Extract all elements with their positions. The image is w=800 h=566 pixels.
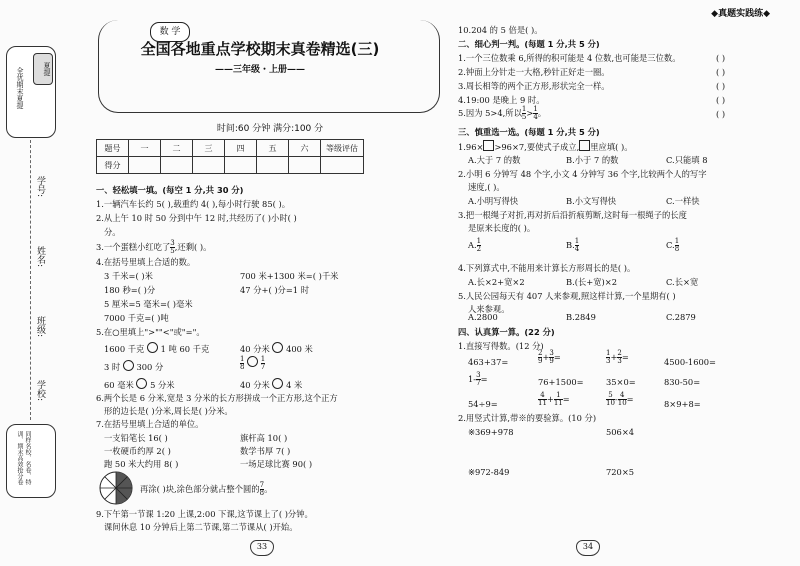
- page-number-badge: [576, 540, 600, 556]
- judge-4: 4.19:00 是晚上 9 时。: [458, 95, 545, 105]
- q7-item: 一场足球比赛 90( ): [240, 459, 313, 469]
- choice-option[interactable]: A.大于 7 的数: [468, 155, 521, 165]
- denominator: 2: [476, 245, 482, 253]
- numerator: 3: [170, 239, 175, 247]
- blank-square: [579, 140, 590, 151]
- score-cell[interactable]: [129, 157, 161, 174]
- series-promo-box: [6, 424, 56, 498]
- choice-2-cont: 速度,( )。: [468, 182, 505, 192]
- series-label-box: [6, 46, 56, 138]
- series-badge: 夏提: [33, 53, 53, 85]
- score-cell[interactable]: [289, 157, 321, 174]
- denominator: 4: [533, 113, 538, 121]
- choice-2: 2.小明 6 分钟写 48 个字,小文 4 分钟写 36 个字,比较两个人的写字: [458, 169, 707, 179]
- option-letter: C.: [666, 240, 675, 250]
- question-5: 5.在○里填上">""<"或"="。: [96, 327, 205, 337]
- judge-answer[interactable]: ( ): [716, 81, 726, 91]
- question-2: 2.从上午 10 时 50 分到中午 12 时,共经历了( )小时( ): [96, 213, 297, 223]
- compare-item: [104, 342, 209, 356]
- judge-answer[interactable]: ( ): [716, 109, 726, 119]
- judge-3: 3.周长相等的两个正方形,形状完全一样。: [458, 81, 610, 91]
- numerator: 3: [476, 371, 481, 379]
- choice-3-cont: 是原来长度的( )。: [468, 223, 536, 233]
- question-7: 7.在括号里填上合适的单位。: [96, 419, 204, 429]
- question-9: 9.下午第一节课 1:20 上课,2:00 下课,这节课上了( )分钟。: [96, 509, 313, 519]
- question-8-end: 。: [264, 484, 273, 494]
- judge-answer[interactable]: ( ): [716, 53, 726, 63]
- numerator: 1: [533, 105, 538, 113]
- page-number: 33: [256, 542, 268, 551]
- compare-circle[interactable]: [147, 342, 158, 353]
- calc-item: 4500-1600=: [664, 357, 716, 367]
- score-header: 一: [129, 140, 161, 157]
- denominator: 11: [538, 399, 547, 407]
- question-8-text: 再涂( )块,涂色部分就占整个圆的: [140, 484, 260, 494]
- calc-item: 8×9+8=: [664, 399, 701, 409]
- score-header: 等级评估: [321, 140, 364, 157]
- compare-left: 40 分米: [240, 344, 270, 354]
- numerator: 5: [606, 392, 615, 400]
- series-header: ◆真题实践练◆: [711, 9, 770, 19]
- denominator: 5: [521, 113, 527, 121]
- numerator: 1: [554, 392, 563, 400]
- compare-circle[interactable]: [136, 378, 147, 389]
- subject-badge: 数 学: [150, 22, 190, 42]
- score-cell[interactable]: [257, 157, 289, 174]
- score-row-label: 得分: [97, 157, 129, 174]
- choice-option[interactable]: B.小文写得快: [566, 196, 617, 206]
- judge-2: 2.钟面上分针走一大格,秒针正好走一圈。: [458, 67, 610, 77]
- denominator: 3: [617, 357, 622, 365]
- calc-text: =: [480, 374, 488, 384]
- question-3-rest: ,还剩( )。: [174, 242, 212, 252]
- calc-item: 35×0=: [606, 377, 636, 387]
- q4-item: 180 秒=( )分: [104, 285, 156, 295]
- choice-1-text: 里应填( )。: [590, 142, 633, 152]
- calc-item: $\frac{5}{10}$ - $\frac{4}{10}$ =: [606, 391, 634, 407]
- choice-option[interactable]: A.小明写得快: [468, 196, 519, 206]
- denominator: 8: [240, 363, 245, 371]
- choice-option[interactable]: C.一样快: [666, 196, 700, 206]
- compare-circle[interactable]: [272, 342, 283, 353]
- compare-right: 1 吨 60 千克: [160, 344, 210, 354]
- numerator: 2: [538, 349, 543, 357]
- numerator: 1: [260, 355, 266, 363]
- judge-5-text: 5.因为 5>4,所以: [458, 108, 522, 118]
- series-promo: 同样名校、名卷、特训、期末高效抢分卷: [16, 431, 31, 485]
- denominator: 10: [617, 399, 627, 407]
- calc-item: [468, 372, 488, 387]
- compare-item: [104, 360, 163, 374]
- denominator: 7: [476, 379, 481, 387]
- choice-option[interactable]: C.2879: [666, 312, 696, 322]
- section-4-heading: 四、认真算一算。(22 分): [458, 327, 555, 337]
- score-cell[interactable]: [321, 157, 364, 174]
- compare-left: 60 毫米: [104, 380, 134, 390]
- choice-option[interactable]: [468, 238, 481, 253]
- student-name-field[interactable]: 姓名:: [35, 246, 45, 268]
- choice-option[interactable]: C.长×宽: [666, 277, 699, 287]
- compare-item: [240, 378, 302, 392]
- calc-item: 76+1500=: [538, 377, 584, 387]
- score-header: 五: [257, 140, 289, 157]
- denominator: 9: [538, 357, 543, 365]
- section-1-heading: 一、轻松填一填。(每空 1 分,共 30 分): [96, 185, 244, 195]
- vertical-calc-item: 506×4: [606, 427, 635, 437]
- binding-strip: [0, 0, 60, 566]
- q4-item: 5 厘米=5 毫米=( )毫米: [104, 299, 193, 309]
- score-cell[interactable]: [225, 157, 257, 174]
- numerator: 4: [618, 392, 627, 400]
- q4-item: 3 千米=( )米: [104, 271, 153, 281]
- calc-item: 463+37=: [468, 357, 509, 367]
- denominator: 10: [606, 399, 615, 407]
- choice-option[interactable]: C.只能填 8: [666, 155, 708, 165]
- fraction: [533, 106, 537, 121]
- compare-left: 3 时: [104, 362, 121, 372]
- choice-5: 5.人民公园每天有 407 人来参观,照这样计算,一个星期有( ): [458, 291, 676, 301]
- q7-item: 数学书厚 7( ): [240, 446, 291, 456]
- judge-1: 1.一个三位数乘 6,所得的积可能是 4 位数,也可能是三位数。: [458, 53, 681, 63]
- fraction: [261, 356, 265, 371]
- numerator: 1: [674, 237, 680, 245]
- question-2-cont: 分。: [104, 227, 121, 237]
- choice-option[interactable]: [666, 238, 679, 253]
- question-10: 10.204 的 5 倍是( )。: [458, 25, 543, 35]
- choice-option[interactable]: [566, 238, 579, 253]
- denominator: 9: [549, 357, 554, 365]
- denominator: 7: [260, 363, 266, 371]
- compare-right: 300 分: [136, 362, 164, 372]
- compare-right: 5 分米: [150, 380, 175, 390]
- choice-option[interactable]: B.小于 7 的数: [566, 155, 619, 165]
- calc-item: $\frac{4}{11}$ + $\frac{1}{11}$ =: [538, 391, 570, 407]
- question-8: [140, 482, 272, 497]
- compare-left: 1600 千克: [104, 344, 145, 354]
- denominator: 8: [259, 489, 265, 497]
- compare-item: [240, 356, 265, 371]
- section-2-heading: 二、细心判一判。(每题 1 分,共 5 分): [458, 39, 600, 49]
- numerator: 1: [521, 105, 527, 113]
- compare-circle[interactable]: [247, 356, 258, 367]
- q7-item: 旗杆高 10( ): [240, 433, 288, 443]
- judge-answer[interactable]: ( ): [716, 67, 726, 77]
- fraction: [538, 392, 547, 407]
- blank-square: [483, 140, 494, 151]
- page-number-badge: [250, 540, 274, 556]
- numerator: 1: [240, 355, 245, 363]
- fraction: [554, 392, 563, 407]
- numerator: 4: [538, 392, 547, 400]
- fraction: [477, 238, 481, 253]
- section-3-heading: 三、慎重选一选。(每题 1 分,共 5 分): [458, 127, 600, 137]
- calc-item: 830-50=: [664, 377, 701, 387]
- choice-4: 4.下列算式中,不能用来计算长方形周长的是( )。: [458, 263, 636, 273]
- q7-item: 一枚硬币约厚 2( ): [104, 446, 171, 456]
- choice-option[interactable]: B.2849: [566, 312, 596, 322]
- numerator: 2: [617, 349, 622, 357]
- fraction: [675, 238, 679, 253]
- question-3: [96, 240, 211, 255]
- question-9-cont: 课间休息 10 分钟后上第二节课,第二节课从( )开始。: [104, 522, 298, 532]
- cut-line: [30, 140, 31, 420]
- fraction: [606, 350, 610, 365]
- score-table-header-row: [97, 140, 364, 157]
- compare-left: 40 分米: [240, 380, 270, 390]
- question-1: 1.一辆汽车长约 5( ),载重约 4( ),每小时行驶 85( )。: [96, 199, 291, 209]
- choice-option[interactable]: B.(长+宽)×2: [566, 277, 617, 287]
- fraction: [575, 238, 579, 253]
- fraction: [538, 350, 542, 365]
- page-number: 34: [582, 542, 594, 551]
- choice-1: [458, 140, 633, 154]
- choice-1-text: 1.96×: [458, 142, 484, 152]
- numerator: 3: [549, 349, 554, 357]
- calc-text: 1-: [468, 374, 477, 384]
- denominator: 5: [170, 247, 175, 255]
- choice-1-text: >96×7,要使式子成立,: [494, 142, 580, 152]
- denominator: 4: [574, 245, 580, 253]
- numerator: 1: [476, 237, 482, 245]
- fraction: [549, 350, 553, 365]
- calc-1: 1.直接写得数。(12 分): [458, 341, 544, 351]
- score-table-row: [97, 157, 364, 174]
- option-letter: B.: [566, 240, 575, 250]
- score-header: 六: [289, 140, 321, 157]
- question-4: 4.在括号里填上合适的数。: [96, 257, 196, 267]
- judge-answer[interactable]: ( ): [716, 95, 726, 105]
- option-letter: A.: [468, 240, 477, 250]
- vertical-calc-item: 720×5: [606, 467, 635, 477]
- q4-item: 7000 千克=( )吨: [104, 313, 169, 323]
- choice-option[interactable]: A.长×2+宽×2: [468, 277, 525, 287]
- compare-item: [240, 342, 313, 356]
- choice-3: 3.把一根绳子对折,再对折后沿折痕剪断,这时每一根绳子的长度: [458, 210, 687, 220]
- time-and-score: 时间:60 分钟 满分:100 分: [216, 124, 324, 134]
- score-header: 题号: [97, 140, 129, 157]
- score-header: 三: [193, 140, 225, 157]
- fraction: [617, 350, 621, 365]
- calc-item: 54÷9=: [468, 399, 498, 409]
- numerator: 1: [606, 349, 611, 357]
- denominator: 8: [674, 245, 680, 253]
- fraction: [240, 356, 244, 371]
- choice-5-cont: 人来参观。: [468, 304, 510, 314]
- score-header: 二: [161, 140, 193, 157]
- compare-item: [104, 378, 175, 392]
- calc-item: $\frac{1}{3}$ + $\frac{2}{3}$ =: [606, 349, 629, 365]
- calc-2: 2.用竖式计算,带※的要验算。(10 分): [458, 413, 597, 423]
- class-field[interactable]: 班级:: [35, 316, 45, 338]
- series-label: 全优期末夏提: [16, 67, 24, 109]
- grade-label: ——三年级・上册——: [214, 65, 305, 75]
- student-id-field[interactable]: 学号:: [35, 176, 45, 198]
- q7-item: 一支铅笔长 16( ): [104, 433, 168, 443]
- fraction: [606, 392, 615, 407]
- score-cell[interactable]: [193, 157, 225, 174]
- score-table: [96, 139, 364, 174]
- vertical-calc-item: ※972-849: [468, 467, 510, 477]
- calc-item: $\frac{2}{9}$ + $\frac{3}{9}$ =: [538, 349, 561, 365]
- score-header: 四: [225, 140, 257, 157]
- denominator: 3: [606, 357, 611, 365]
- compare-right: 400 米: [286, 344, 313, 354]
- choice-option[interactable]: A.2800: [468, 312, 498, 322]
- fraction: [618, 392, 627, 407]
- question-3-text: 3.一个蛋糕小红吃了: [96, 242, 171, 252]
- q4-item: 700 米+1300 米=( )千米: [240, 271, 339, 281]
- school-field[interactable]: 学校:: [35, 380, 45, 402]
- compare-right: 4 米: [286, 380, 303, 390]
- q4-item: 47 分+( )分=1 时: [240, 285, 310, 295]
- judge-5: 5.因为 5>4,所以 $\frac{1}{5}$ > $\frac{1}{4}$ 。: [458, 105, 547, 121]
- numerator: 1: [574, 237, 580, 245]
- fraction: [522, 106, 526, 121]
- compare-circle[interactable]: [272, 378, 283, 389]
- denominator: 11: [553, 399, 563, 407]
- compare-circle[interactable]: [123, 360, 134, 371]
- exam-title: 全国各地重点学校期末真卷精选(三): [140, 40, 380, 58]
- question-6: 6.两个长是 6 分米,宽是 3 分米的长方形拼成一个正方形,这个正方: [96, 393, 338, 403]
- score-cell[interactable]: [161, 157, 193, 174]
- numerator: 7: [259, 481, 265, 489]
- vertical-calc-item: ※369+978: [468, 427, 514, 437]
- q7-item: 跑 50 米大约用 8( ): [104, 459, 179, 469]
- pie-circle-figure: [98, 470, 134, 506]
- question-6-cont: 形的边长是( )分米,周长是( )分米。: [104, 406, 233, 416]
